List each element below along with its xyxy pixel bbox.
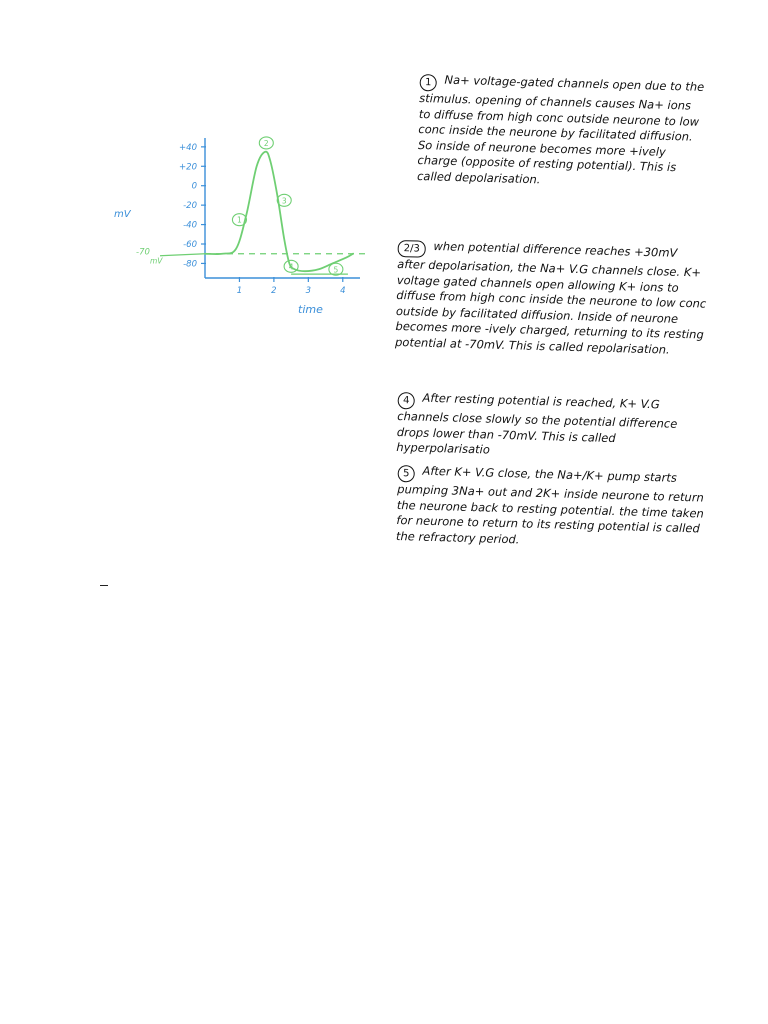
resting-potential-unit: mV bbox=[150, 256, 163, 266]
x-tick-label: 4 bbox=[340, 286, 346, 296]
y-tick-label: -80 bbox=[183, 259, 197, 270]
note-hyperpolarisation bbox=[396, 390, 708, 464]
y-tick-label: +40 bbox=[179, 142, 197, 153]
note-repolarisation bbox=[395, 238, 708, 359]
note-number-badge: 2/3 bbox=[397, 240, 425, 258]
x-tick-label: 3 bbox=[305, 286, 312, 296]
note-text: After resting potential is reached, K+ V.G channels close slowly so the potential difference drops lower than -70mV. This is called hyperpolarisatio bbox=[396, 390, 678, 457]
x-tick-label: 1 bbox=[236, 286, 243, 296]
phase-marker-label: 4 bbox=[288, 262, 294, 272]
note-text: After K+ V.G close, the Na+/K+ pump starts pumping 3Na+ out and 2K+ inside neurone to return the neurone back to resting potential. the time taken for neurone to return to its resting potential is called the refractory period. bbox=[395, 463, 705, 547]
note-number-badge: 4 bbox=[397, 392, 414, 409]
resting-pointer-line bbox=[160, 254, 205, 256]
note-text: when potential difference reaches +30mV after depolarisation, the Na+ V.G channels close. K+ voltage gated channels open allowing K+ ions to diffuse from high conc inside the neurone to low conc outside by facilitated diffusion. Inside of neurone becomes more -ively charged, returning to its resting potential at -70mV. This is called repolarisation. bbox=[394, 238, 707, 357]
note-refractory-period bbox=[396, 463, 708, 553]
phase-marker-label: 5 bbox=[333, 265, 339, 275]
resting-potential-label: -70 bbox=[136, 247, 150, 258]
action-potential-graph bbox=[100, 130, 380, 330]
phase-marker-label: 3 bbox=[281, 196, 287, 206]
x-tick-label: 2 bbox=[271, 286, 277, 296]
phase-marker-label: 2 bbox=[263, 138, 269, 148]
y-tick-label: -60 bbox=[183, 240, 197, 250]
note-depolarisation bbox=[417, 72, 705, 192]
note-number-badge: 5 bbox=[397, 465, 414, 482]
y-axis-label: mV bbox=[114, 209, 131, 221]
note-number-badge: 1 bbox=[419, 74, 436, 91]
y-tick-label: -40 bbox=[183, 220, 197, 231]
x-axis-label: time bbox=[298, 303, 323, 316]
note-text: Na+ voltage-gated channels open due to the stimulus. opening of channels causes Na+ ions to diffuse from high conc outside neurone to low conc inside the neurone by facilitated diffusion. So inside of neurone becomes more +ively charge (opposite of resting potential). This is called depolarisation. bbox=[416, 72, 705, 187]
y-tick-label: -20 bbox=[183, 201, 197, 212]
phase-marker-label: 1 bbox=[237, 215, 242, 225]
y-tick-label: +20 bbox=[179, 162, 197, 173]
stray-pen-mark bbox=[100, 585, 108, 586]
y-tick-label: 0 bbox=[191, 181, 197, 192]
